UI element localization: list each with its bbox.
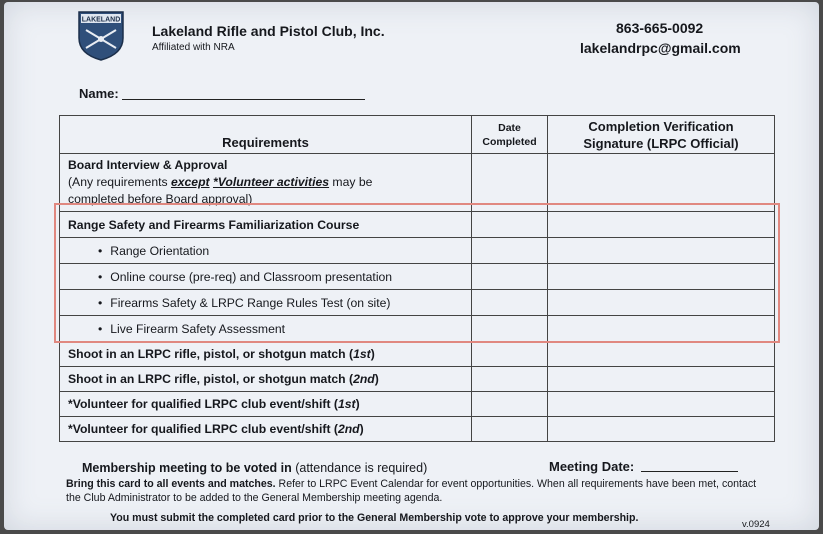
date-cell[interactable] [472,367,548,392]
membership-card [4,2,819,530]
instructions-text: Bring this card to all events and matches. Refer to LRPC Event Calendar for event opportunities. When all requirements have been met, contact the Club Administrator to be added to the General Membership meeting agenda. [66,478,757,504]
volunteer-2nd: *Volunteer for qualified LRPC club event/shift (2nd) [60,417,472,442]
course-item-range-orientation: • Range Orientation [60,238,472,264]
date-cell[interactable] [472,342,548,367]
version-label: v.0924 [742,519,770,530]
club-affiliation: Affiliated with NRA [152,42,235,53]
table-row-course-title [60,212,775,238]
date-cell[interactable] [472,392,548,417]
date-cell[interactable] [472,238,548,264]
table-header-row [60,116,775,154]
signature-cell[interactable] [548,264,775,290]
signature-cell[interactable] [548,342,775,367]
name-field[interactable] [122,99,365,100]
table-row-course-item [60,238,775,264]
table-row-course-item [60,290,775,316]
date-cell[interactable] [472,154,548,212]
date-cell[interactable] [472,290,548,316]
date-cell[interactable] [472,264,548,290]
table-row-board-interview [60,154,775,212]
requirements-table [59,115,775,442]
requirements-header: Requirements [60,116,472,154]
board-interview-cell [60,154,472,212]
date-cell[interactable] [472,316,548,342]
board-interview-note: (Any requirements except *Volunteer activities may be [68,175,373,189]
signature-cell[interactable] [548,417,775,442]
signature-cell[interactable] [548,392,775,417]
signature-header-line2: Signature (LRPC Official) [583,135,739,151]
table-row-shoot-2nd [60,367,775,392]
logo-text: LAKELAND [81,16,121,24]
board-interview-note-cont: completed before Board approval) [68,192,253,206]
date-completed-header [472,116,548,154]
volunteer-1st: *Volunteer for qualified LRPC club event/shift (1st) [60,392,472,417]
name-label: Name: [79,86,119,101]
signature-cell[interactable] [548,154,775,212]
signature-cell[interactable] [548,238,775,264]
meeting-date-label: Meeting Date: [549,459,635,474]
submit-notice: You must submit the completed card prior to the General Membership vote to approve your membership. [110,512,639,524]
signature-header [548,116,775,154]
club-logo-icon [77,10,125,62]
signature-header-line1: Completion Verification [588,118,734,134]
table-row-volunteer-1st [60,392,775,417]
course-item-safety-test: • Firearms Safety & LRPC Range Rules Test (on site) [60,290,472,316]
signature-cell[interactable] [548,316,775,342]
board-interview-title: Board Interview & Approval [68,158,228,172]
course-title: Range Safety and Firearms Familiarization Course [60,212,472,238]
date-header-line1: Date [498,121,521,134]
signature-cell[interactable] [548,367,775,392]
table-row-volunteer-2nd [60,417,775,442]
course-item-live-assessment: • Live Firearm Safety Assessment [60,316,472,342]
club-name: Lakeland Rifle and Pistol Club, Inc. [152,23,385,39]
club-phone: 863-665-0092 [616,20,704,36]
table-row-course-item [60,264,775,290]
table-row-course-item [60,316,775,342]
membership-meeting-note: Membership meeting to be voted in (attendance is required) [82,461,428,475]
signature-cell[interactable] [548,212,775,238]
meeting-date-field[interactable] [641,471,738,472]
table-row-shoot-1st [60,342,775,367]
club-email: lakelandrpc@gmail.com [580,40,741,56]
signature-cell[interactable] [548,290,775,316]
shoot-match-2nd: Shoot in an LRPC rifle, pistol, or shotgun match (2nd) [60,367,472,392]
date-header-line2: Completed [482,135,537,148]
course-item-online-course: • Online course (pre-req) and Classroom presentation [60,264,472,290]
date-cell[interactable] [472,212,548,238]
date-cell[interactable] [472,417,548,442]
shoot-match-1st: Shoot in an LRPC rifle, pistol, or shotgun match (1st) [60,342,472,367]
